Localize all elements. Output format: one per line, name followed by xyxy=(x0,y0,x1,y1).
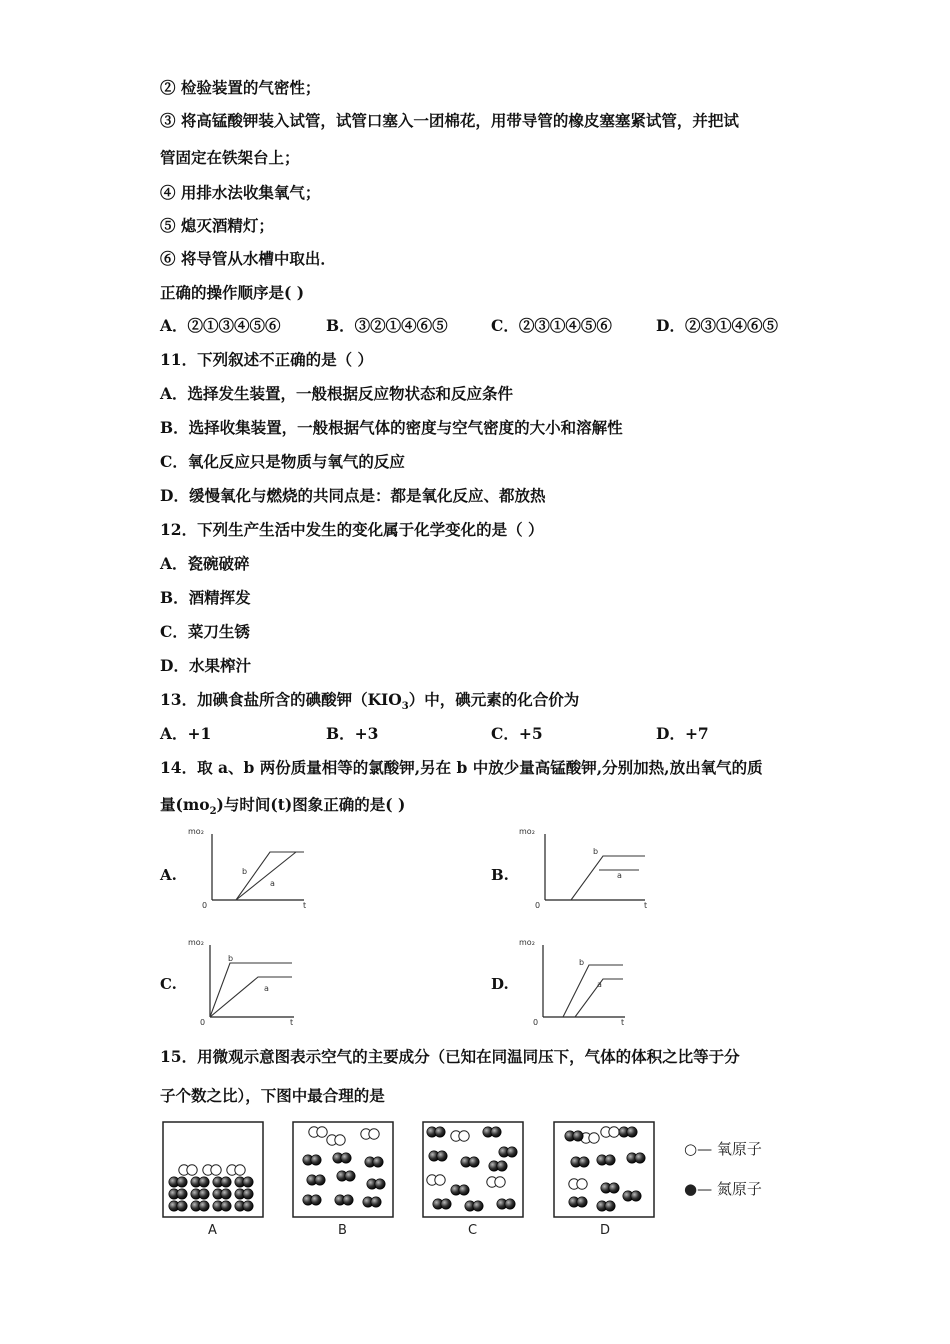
q12-option-c: C．菜刀生锈 xyxy=(160,622,250,641)
oxygen-molecule xyxy=(581,1133,599,1143)
option-a: A．②①③④⑤⑥ xyxy=(160,316,281,335)
legend-nitrogen: ●— 氮原子 xyxy=(684,1180,762,1198)
q12-option-b: B．酒精挥发 xyxy=(160,588,251,607)
svg-text:b: b xyxy=(593,847,599,856)
q14-stem-line1: 14．取 a、b 两份质量相等的氯酸钾,另在 b 中放少量高锰酸钾,分别加热,放出氧气的质 xyxy=(160,758,763,777)
oxygen-molecule xyxy=(327,1135,345,1145)
graph-c xyxy=(186,935,316,1025)
step-5: ⑤ 熄灭酒精灯； xyxy=(160,216,274,235)
micro-diagram xyxy=(160,1118,800,1243)
option-d: D．②③①④⑥⑤ xyxy=(656,316,778,335)
graph-a-label: A. xyxy=(160,866,177,884)
q15-stem-line2: 子个数之比），下图中最合理的是 xyxy=(160,1086,385,1105)
graph-c-curve-b xyxy=(210,963,292,1017)
nitrogen-molecule xyxy=(569,1197,587,1207)
nitrogen-molecule xyxy=(235,1177,253,1187)
q13-stem: 13．加碘食盐所含的碘酸钾$(KIO_3)$中，碘元素的化合价为 xyxy=(160,690,580,713)
svg-text:0: 0 xyxy=(202,901,208,910)
svg-text:0: 0 xyxy=(535,901,541,910)
svg-text:a: a xyxy=(270,879,275,888)
oxygen-molecule xyxy=(569,1179,587,1189)
nitrogen-molecule xyxy=(627,1153,645,1163)
q13-option-b: B．+3 xyxy=(326,724,379,743)
nitrogen-molecule xyxy=(499,1147,517,1157)
option-c: C．②③①④⑤⑥ xyxy=(491,316,612,335)
nitrogen-molecule xyxy=(169,1177,187,1187)
nitrogen-molecule xyxy=(363,1197,381,1207)
nitrogen-molecule xyxy=(433,1199,451,1209)
step-3-line2: 管固定在铁架台上； xyxy=(160,148,300,167)
nitrogen-molecule xyxy=(191,1177,209,1187)
svg-text:a: a xyxy=(597,980,602,989)
svg-text:b: b xyxy=(242,867,248,876)
q11-stem: 11．下列叙述不正确的是（ ） xyxy=(160,350,373,369)
nitrogen-molecule xyxy=(213,1189,231,1199)
q15-stem-line1: 15．用微观示意图表示空气的主要成分（已知在同温同压下，气体的体积之比等于分 xyxy=(160,1047,740,1066)
svg-text:mo₂: mo₂ xyxy=(188,938,204,947)
graph-a-curve-a xyxy=(236,852,296,900)
step-2: ② 检验装置的气密性； xyxy=(160,78,321,97)
box-a-label: A xyxy=(208,1223,217,1238)
oxygen-molecule xyxy=(179,1165,197,1175)
q14-stem-line2: 量$(mo_2)$与时间(t)图象正确的是( ) xyxy=(160,795,406,818)
oxygen-molecule xyxy=(487,1177,505,1187)
nitrogen-molecule xyxy=(213,1177,231,1187)
graph-d-curve-b xyxy=(563,965,623,1017)
svg-text:b: b xyxy=(579,958,585,967)
nitrogen-molecule xyxy=(601,1183,619,1193)
svg-text:b: b xyxy=(228,954,234,963)
graph-d-label: D. xyxy=(491,975,509,993)
box-c-label: C xyxy=(468,1223,478,1238)
nitrogen-molecule xyxy=(619,1127,637,1137)
box-d-label: D xyxy=(600,1223,611,1238)
nitrogen-molecule xyxy=(451,1185,469,1195)
nitrogen-molecule xyxy=(461,1157,479,1167)
oxygen-molecule xyxy=(427,1175,445,1185)
svg-text:t: t xyxy=(290,1018,294,1027)
graph-d xyxy=(517,935,647,1025)
graph-a-curve-b xyxy=(236,852,304,900)
q12-stem: 12．下列生产生活中发生的变化属于化学变化的是（ ） xyxy=(160,520,544,539)
svg-text:mo₂: mo₂ xyxy=(519,938,535,947)
oxygen-molecule xyxy=(227,1165,245,1175)
q12-option-d: D．水果榨汁 xyxy=(160,656,251,675)
graph-b xyxy=(517,826,657,911)
svg-text:0: 0 xyxy=(533,1018,539,1027)
graph-b-label: B. xyxy=(491,866,509,884)
nitrogen-molecule xyxy=(427,1127,445,1137)
nitrogen-molecule xyxy=(465,1201,483,1211)
q11-option-c: C．氧化反应只是物质与氧气的反应 xyxy=(160,452,405,471)
nitrogen-molecule xyxy=(429,1151,447,1161)
svg-text:t: t xyxy=(621,1018,625,1027)
graph-b-curve-b xyxy=(571,856,645,900)
nitrogen-molecule xyxy=(489,1161,507,1171)
step-3-line1: ③ 将高锰酸钾装入试管，试管口塞入一团棉花，用带导管的橡皮塞塞紧试管，并把试 xyxy=(160,111,739,130)
nitrogen-molecule xyxy=(169,1189,187,1199)
legend-oxygen: ○— 氧原子 xyxy=(684,1140,762,1158)
option-b: B．③②①④⑥⑤ xyxy=(326,316,448,335)
graph-a xyxy=(186,826,316,911)
nitrogen-molecule xyxy=(303,1195,321,1205)
nitrogen-molecule xyxy=(169,1201,187,1211)
q13-option-a: A．+1 xyxy=(160,724,212,743)
nitrogen-molecule xyxy=(235,1189,253,1199)
nitrogen-molecule xyxy=(235,1201,253,1211)
nitrogen-molecule xyxy=(565,1131,583,1141)
oxygen-molecule xyxy=(203,1165,221,1175)
nitrogen-molecule xyxy=(497,1199,515,1209)
svg-text:mo₂: mo₂ xyxy=(188,827,204,836)
box-b-label: B xyxy=(338,1223,347,1238)
nitrogen-molecule xyxy=(597,1201,615,1211)
oxygen-molecule xyxy=(601,1127,619,1137)
nitrogen-molecule xyxy=(367,1179,385,1189)
oxygen-molecule xyxy=(361,1129,379,1139)
graph-c-label: C. xyxy=(160,975,177,993)
nitrogen-molecule xyxy=(597,1155,615,1165)
oxygen-molecule xyxy=(309,1127,327,1137)
q12-option-a: A．瓷碗破碎 xyxy=(160,554,250,573)
svg-text:a: a xyxy=(264,984,269,993)
oxygen-molecule xyxy=(451,1131,469,1141)
nitrogen-molecule xyxy=(483,1127,501,1137)
svg-text:a: a xyxy=(617,871,622,880)
nitrogen-molecule xyxy=(333,1153,351,1163)
step-6: ⑥ 将导管从水槽中取出． xyxy=(160,249,336,268)
svg-text:t: t xyxy=(644,901,648,910)
nitrogen-molecule xyxy=(337,1171,355,1181)
svg-text:t: t xyxy=(303,901,307,910)
nitrogen-molecule xyxy=(191,1189,209,1199)
q11-option-a: A．选择发生装置，一般根据反应物状态和反应条件 xyxy=(160,384,514,403)
question-order: 正确的操作顺序是( ) xyxy=(160,283,305,302)
q11-option-b: B．选择收集装置，一般根据气体的密度与空气密度的大小和溶解性 xyxy=(160,418,623,437)
step-4: ④ 用排水法收集氧气； xyxy=(160,183,321,202)
nitrogen-molecule xyxy=(365,1157,383,1167)
q11-option-d: D．缓慢氧化与燃烧的共同点是：都是氧化反应、都放热 xyxy=(160,486,546,505)
nitrogen-molecule xyxy=(307,1175,325,1185)
nitrogen-molecule xyxy=(303,1155,321,1165)
svg-text:0: 0 xyxy=(200,1018,206,1027)
nitrogen-molecule xyxy=(571,1157,589,1167)
q13-option-d: D．+7 xyxy=(656,724,709,743)
nitrogen-molecule xyxy=(213,1201,231,1211)
nitrogen-molecule xyxy=(191,1201,209,1211)
svg-text:mo₂: mo₂ xyxy=(519,827,535,836)
q13-option-c: C．+5 xyxy=(491,724,543,743)
nitrogen-molecule xyxy=(335,1195,353,1205)
nitrogen-molecule xyxy=(623,1191,641,1201)
